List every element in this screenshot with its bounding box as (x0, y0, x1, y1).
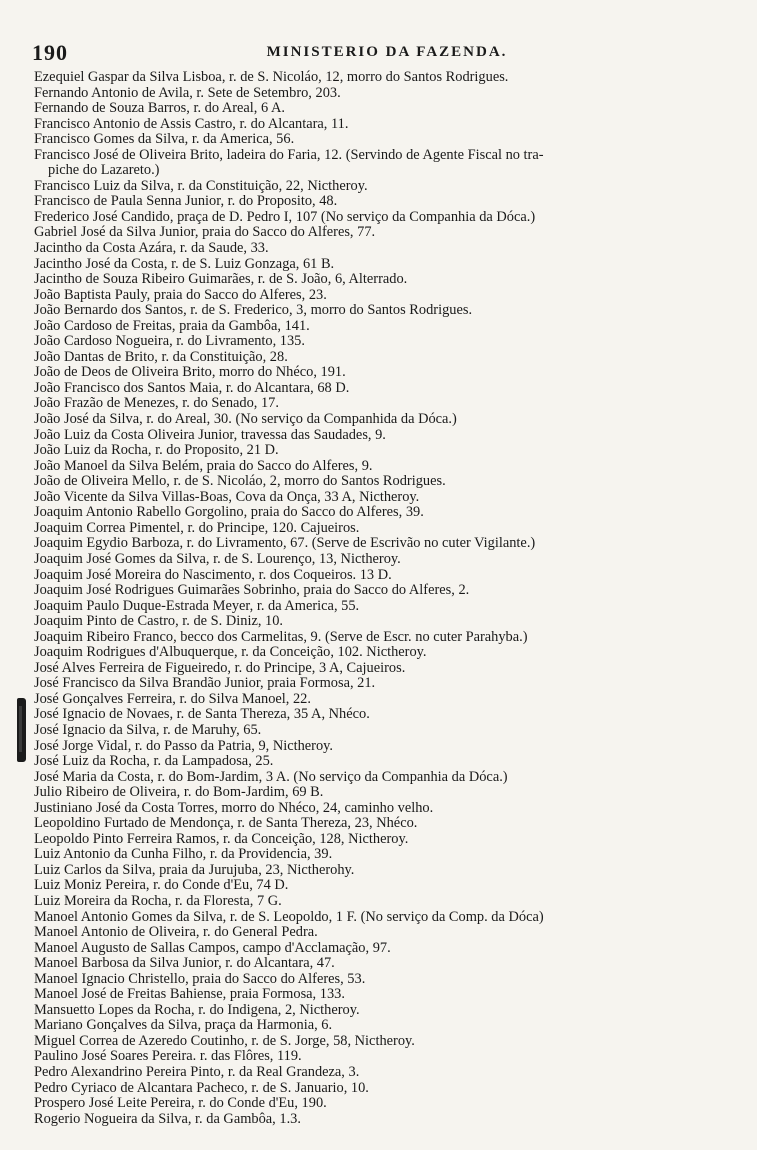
entry-text: Pedro Alexandrino Pereira Pinto, r. da Real Grandeza, 3. (34, 1064, 360, 1080)
directory-entry (34, 863, 724, 879)
directory-entry (34, 381, 724, 397)
directory-entry (34, 910, 724, 926)
entry-text: Joaquim Correa Pimentel, r. do Principe, 120. Cajueiros. (34, 519, 360, 536)
entry-text: Manoel Antonio Gomes da Silva, r. de S. Leopoldo, 1 F. (No serviço da Comp. da Dóca) (34, 908, 544, 925)
directory-entry (34, 396, 724, 412)
directory-entry (34, 210, 724, 226)
entry-text: João Manoel da Silva Belém, praia do Sacco do Alferes, 9. (34, 457, 373, 474)
directory-entry (34, 1018, 724, 1034)
directory-entry (34, 770, 724, 786)
directory-entry (34, 661, 724, 677)
running-title: MINISTERIO DA FAZENDA. (266, 44, 508, 60)
entry-text: Manoel José de Freitas Bahiense, praia Formosa, 133. (34, 986, 345, 1003)
entry-text: João Luiz da Rocha, r. do Proposito, 21 D. (34, 442, 279, 459)
entry-text: Luiz Antonio da Cunha Filho, r. da Providencia, 39. (34, 846, 333, 863)
directory-entry (34, 241, 724, 257)
directory-entry (34, 225, 724, 241)
entry-text: Jacintho de Souza Ribeiro Guimarães, r. de S. João, 6, Alterrado. (34, 271, 408, 288)
entry-text: Rogerio Nogueira da Silva, r. da Gambôa, 1.3. (34, 1110, 301, 1127)
entry-text: José Francisco da Silva Brandão Junior, praia Formosa, 21. (34, 675, 376, 692)
directory-entry (34, 972, 724, 988)
entry-text: José Alves Ferreira de Figueiredo, r. do Principe, 3 A, Cajueiros. (34, 659, 406, 676)
entry-text: Ezequiel Gaspar da Silva Lisboa, r. de S. Nicoláo, 12, morro do Santos Rodrigues. (34, 69, 509, 85)
entry-text: Joaquim Paulo Duque-Estrada Meyer, r. da America, 55. (34, 597, 360, 614)
directory-entry (34, 552, 724, 568)
entry-text: Pedro Cyriaco de Alcantara Pacheco, r. de S. Januario, 10. (34, 1079, 369, 1096)
entry-text: Luiz Moniz Pereira, r. do Conde d'Eu, 74 D. (34, 877, 289, 894)
directory-entry (34, 1081, 724, 1097)
entry-text: José Luiz da Rocha, r. da Lampadosa, 25. (34, 753, 274, 770)
page-number: 190 (32, 40, 68, 65)
entry-text: José Ignacio de Novaes, r. de Santa Thereza, 35 A, Nhéco. (34, 706, 370, 723)
directory-entry (34, 599, 724, 615)
directory-entry (34, 536, 724, 552)
entry-text: José Ignacio da Silva, r. de Maruhy, 65. (34, 721, 262, 738)
directory-entry (34, 692, 724, 708)
directory-entry (34, 723, 724, 739)
directory-entry (34, 1003, 724, 1019)
directory-entry (34, 1096, 724, 1112)
entry-continuation: piche do Lazareto.) (48, 162, 160, 179)
directory-entry (34, 956, 724, 972)
entry-text: João Dantas de Brito, r. da Constituição, 28. (34, 348, 288, 365)
entry-text: Mariano Gonçalves da Silva, praça da Harmonia, 6. (34, 1017, 333, 1034)
entry-text: Joaquim Pinto de Castro, r. de S. Diniz, 10. (34, 613, 284, 630)
entry-text: Joaquim Rodrigues d'Albuquerque, r. da Conceição, 102. Nictheroy. (34, 644, 427, 661)
directory-entry (34, 86, 724, 102)
entry-text: Joaquim José Rodrigues Guimarães Sobrinho, praia do Sacco do Alferes, 2. (34, 582, 470, 599)
directory-entry (34, 117, 724, 133)
entry-text: João Francisco dos Santos Maia, r. do Alcantara, 68 D. (34, 379, 350, 396)
directory-entry (34, 474, 724, 490)
directory-entry (34, 785, 724, 801)
entry-text: Fernando de Souza Barros, r. do Areal, 6 A. (34, 100, 285, 117)
directory-entry (34, 568, 724, 584)
entry-text: José Jorge Vidal, r. do Passo da Patria, 9, Nictheroy. (34, 737, 334, 754)
page-edge-mark (17, 698, 26, 762)
directory-entry (34, 707, 724, 723)
entry-text: Luiz Carlos da Silva, praia da Jurujuba, 23, Nictherohy. (34, 861, 355, 878)
entry-text: João José da Silva, r. do Areal, 30. (No serviço da Companhida da Dóca.) (34, 411, 457, 428)
directory-entry (34, 614, 724, 630)
directory-entry (34, 1034, 724, 1050)
entry-text: Manoel Augusto de Sallas Campos, campo d'Acclamação, 97. (34, 939, 391, 956)
entry-text: João Cardoso Nogueira, r. do Livramento, 135. (34, 333, 305, 350)
directory-entry (34, 132, 724, 148)
directory-entry (34, 521, 724, 537)
entry-text: Gabriel José da Silva Junior, praia do Sacco do Alferes, 77. (34, 224, 376, 241)
entry-text: Francisco de Paula Senna Junior, r. do Proposito, 48. (34, 193, 338, 210)
directory-entry (34, 583, 724, 599)
directory-entry (34, 101, 724, 117)
directory-entry (34, 941, 724, 957)
entry-text: Paulino José Soares Pereira. r. das Flôres, 119. (34, 1048, 302, 1065)
directory-entry (34, 925, 724, 941)
entry-text: Frederico José Candido, praça de D. Pedro I, 107 (No serviço da Companhia da Dóca.) (34, 208, 536, 225)
entry-text: Manoel Antonio de Oliveira, r. do General Pedra. (34, 924, 318, 941)
directory-entry (34, 70, 724, 86)
entry-text: Francisco Luiz da Silva, r. da Constituição, 22, Nictheroy. (34, 177, 368, 194)
directory-entry (34, 179, 724, 195)
directory-entry (34, 1049, 724, 1065)
entry-text: João de Deos de Oliveira Brito, morro do Nhéco, 191. (34, 364, 346, 381)
entry-text: Justiniano José da Costa Torres, morro do Nhéco, 24, caminho velho. (34, 799, 434, 816)
directory-entry (34, 350, 724, 366)
entry-text: Joaquim Antonio Rabello Gorgolino, praia do Sacco do Alferes, 39. (34, 504, 424, 521)
directory-entry (34, 412, 724, 428)
directory-entry (34, 303, 724, 319)
entry-text: Francisco Gomes da Silva, r. da America, 56. (34, 131, 295, 148)
directory-entry (34, 257, 724, 273)
directory-entry (34, 490, 724, 506)
directory-entry (34, 428, 724, 444)
entry-text: José Maria da Costa, r. do Bom-Jardim, 3 A. (No serviço da Companhia da Dóca.) (34, 768, 508, 785)
page-header (32, 40, 722, 68)
directory-entry (34, 987, 724, 1003)
directory-entry (34, 194, 724, 210)
directory-entry (34, 443, 724, 459)
entry-text: João Vicente da Silva Villas-Boas, Cova da Onça, 33 A, Nictheroy. (34, 488, 420, 505)
directory-entry (34, 459, 724, 475)
directory-entry (34, 334, 724, 350)
entry-text: Prospero José Leite Pereira, r. do Conde d'Eu, 190. (34, 1095, 327, 1112)
entry-text: João Cardoso de Freitas, praia da Gambôa, 141. (34, 317, 310, 334)
directory-entry (34, 676, 724, 692)
entry-text: Francisco Antonio de Assis Castro, r. do Alcantara, 11. (34, 115, 349, 132)
directory-entry (34, 1065, 724, 1081)
entry-text: Joaquim José Moreira do Nascimento, r. dos Coqueiros. 13 D. (34, 566, 392, 583)
entry-text: José Gonçalves Ferreira, r. do Silva Manoel, 22. (34, 690, 311, 707)
directory-entry (34, 847, 724, 863)
entry-text: Mansuetto Lopes da Rocha, r. do Indigena, 2, Nictheroy. (34, 1001, 360, 1018)
entry-text: João Frazão de Menezes, r. do Senado, 17. (34, 395, 279, 412)
directory-entry (34, 894, 724, 910)
entry-text: Joaquim José Gomes da Silva, r. de S. Lourenço, 13, Nictheroy. (34, 550, 401, 567)
directory-entry (34, 739, 724, 755)
directory-entry (34, 148, 724, 179)
entry-text: Joaquim Egydio Barboza, r. do Livramento, 67. (Serve de Escrivão no cuter Vigilante.) (34, 535, 536, 552)
entry-text: Leopoldo Pinto Ferreira Ramos, r. da Conceição, 128, Nictheroy. (34, 830, 409, 847)
directory-entry (34, 878, 724, 894)
entry-text: Francisco José de Oliveira Brito, ladeira do Faria, 12. (Servindo de Agente Fiscal no tra- (34, 146, 544, 163)
entry-text: João de Oliveira Mello, r. de S. Nicoláo, 2, morro do Santos Rodrigues. (34, 473, 446, 490)
directory-entry (34, 319, 724, 335)
entry-text: Jacintho José da Costa, r. de S. Luiz Gonzaga, 61 B. (34, 255, 335, 272)
directory-entry (34, 832, 724, 848)
directory-entry (34, 816, 724, 832)
entry-text: Julio Ribeiro de Oliveira, r. do Bom-Jardim, 69 B. (34, 784, 324, 801)
entry-text: Manoel Ignacio Christello, praia do Sacco do Alferes, 53. (34, 970, 366, 987)
entry-text: Jacintho da Costa Azára, r. da Saude, 33. (34, 240, 269, 257)
directory-entry (34, 288, 724, 304)
directory-entry (34, 505, 724, 521)
directory-list (34, 70, 724, 1127)
directory-entry (34, 272, 724, 288)
directory-entry (34, 801, 724, 817)
directory-entry (34, 1112, 724, 1128)
directory-entry (34, 754, 724, 770)
entry-text: Leopoldino Furtado de Mendonça, r. de Santa Thereza, 23, Nhéco. (34, 815, 418, 832)
entry-text: João Baptista Pauly, praia do Sacco do Alferes, 23. (34, 286, 327, 303)
entry-text: João Bernardo dos Santos, r. de S. Frederico, 3, morro do Santos Rodrigues. (34, 302, 473, 319)
directory-entry (34, 365, 724, 381)
entry-text: Luiz Moreira da Rocha, r. da Floresta, 7 G. (34, 892, 282, 909)
entry-text: Miguel Correa de Azeredo Coutinho, r. de S. Jorge, 58, Nictheroy. (34, 1032, 415, 1049)
entry-text: Joaquim Ribeiro Franco, becco dos Carmelitas, 9. (Serve de Escr. no cuter Parahyba.) (34, 628, 528, 645)
directory-entry (34, 630, 724, 646)
directory-entry (34, 645, 724, 661)
entry-text: Fernando Antonio de Avila, r. Sete de Setembro, 203. (34, 84, 341, 101)
entry-text: João Luiz da Costa Oliveira Junior, travessa das Saudades, 9. (34, 426, 386, 443)
entry-text: Manoel Barbosa da Silva Junior, r. do Alcantara, 47. (34, 955, 335, 972)
